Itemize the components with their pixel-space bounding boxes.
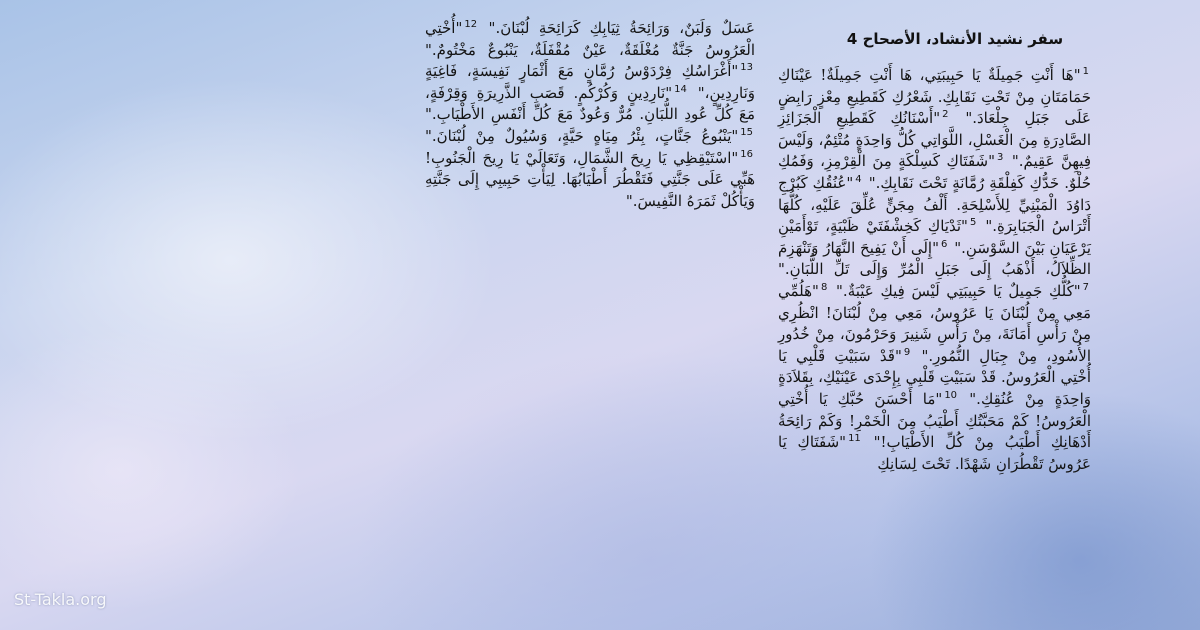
verse-text: "إِلَى أَنْ يَفِيحَ النَّهَارُ وَتَنْهَزِمَ الظِّلاَلُ، أَذْهَبُ إِلَى جَبَلِ الْمُرِّ وَإِلَى تَلِّ اللُّبَانِ."	[778, 238, 1091, 279]
verse-text: "عُنُقُكِ كَبُرْجِ دَاوُدَ الْمَبْنِيِّ لِلأَسْلِحَةِ. أَلْفُ مِجَنٍّ عُلِّقَ عَلَيْهِ، كُلُّهَا أَتْرَاسُ الْجَبَابِرَةِ."	[778, 173, 1091, 236]
verse-number: 12	[464, 19, 478, 30]
verse-number: 10	[944, 389, 958, 401]
verse-number: 13	[740, 62, 753, 74]
verse-number: 1	[1082, 66, 1089, 77]
verse-text: "أَغْرَاسُكِ فِرْدَوْسُ رُمَّانٍ مَعَ أَثْمَارٍ نَفِيسَةٍ، فَاغِيَةٍ وَنَارِدِينٍ،"	[425, 62, 755, 102]
verse-number: 3	[997, 152, 1004, 164]
site-watermark: St-Takla.org	[14, 590, 107, 609]
verse-number: 11	[848, 433, 861, 445]
verse-number: 4	[855, 173, 862, 185]
verse-text: "مَا أَحْسَنَ حُبَّكِ يَا أُخْتِي الْعَرُوسُ! كَمْ مَحَبَّتُكِ أَطْيَبُ مِنَ الْخَمْرِ! وَكَمْ رَائِحَةُ أَدْهَانِكِ أَطْيَبُ مِنْ كُلِّ الأَطْيَابِ!"	[778, 389, 1092, 452]
verse	[489, 19, 755, 37]
verse-number: 15	[740, 126, 753, 138]
chapter-title: سفر نشيد الأنشاد، الأصحاح 4	[846, 30, 1064, 48]
verse-number: 14	[674, 83, 687, 95]
verse-number: 2	[942, 109, 949, 121]
verse-text: عَسَلٌ وَلَبَنٌ، وَرَائِحَةُ ثِيَابِكِ كَرَائِحَةِ لُبْنَانَ."	[488, 19, 755, 37]
verse-number: 16	[740, 148, 753, 160]
verse-number: 7	[1082, 281, 1089, 293]
verse-number: 6	[941, 238, 948, 250]
verse-text: "قَدْ سَبَيْتِ قَلْبِي يَا أُخْتِي الْعَرُوسُ. قَدْ سَبَيْتِ قَلْبِي بِإِحْدَى عَيْنَيْكِ، بِقَلاَدَةٍ وَاحِدَةٍ مِنْ عُنُقِكِ."	[778, 346, 1091, 408]
verse-text: "هَلُمِّي مَعِي مِنْ لُبْنَانَ يَا عَرُوسُ، مَعِي مِنْ لُبْنَانَ! انْظُرِي مِنْ رَأْسِ أَمَانَةَ، مِنْ رَأْسِ شَنِيرَ وَحَرْمُونَ، مِنْ خُدُورِ الأُسُودِ، مِنْ جِبَالِ النُّمُورِ."	[778, 281, 1091, 365]
verse-text: "اسْتَيْقِظِي يَا رِيحَ الشَّمَالِ، وَتَعَالَيْ يَا رِيحَ الْجَنُوبِ! هَبِّي عَلَى جَنَّتِي فَتَقْطُرَ أَطْيَابُهَا. لِيَأْتِ حَبِيبِي إِلَى جَنَّتِهِ وَيَأْكُلْ ثَمَرَهُ النَّفِيسَ."	[425, 148, 755, 210]
verse-text: "ثَدْيَاكِ كَخِشْفَتَيْ ظَبْيَةٍ، تَوْأَمَيْنِ يَرْعَيَانِ بَيْنَ السَّوْسَنِ."	[778, 217, 1091, 257]
verse-text: "نَارِدِينٍ وَكُرْكُمٍ. قَصَبِ الذَّرِيرَةِ وَقِرْفَةٍ، مَعَ كُلِّ عُودِ اللُّبَانِ. مُرٌّ وَعُودٌ مَعَ كُلِّ أَنْفَسِ الأَطْيَابِ."	[425, 83, 755, 124]
verse-text: "أَسْنَانُكِ كَقَطِيعِ الْجَزَائِزِ الصَّادِرَةِ مِنَ الْغَسْلِ، اللَّوَاتِي كُلُّ وَاحِدَةٍ مُتْئِمٌ، وَلَيْسَ فِيهِنَّ عَقِيمٌ."	[778, 109, 1091, 171]
right-text-column	[778, 65, 1091, 475]
left-text-column	[425, 18, 755, 212]
verse-text: "هَا أَنْتِ جَمِيلَةٌ يَا حَبِيبَتِي، هَا أَنْتِ جَمِيلَةٌ! عَيْنَاكِ حَمَامَتَانِ مِنْ تَحْتِ نَقَابِكِ. شَعْرُكِ كَقَطِيعِ مِعْزٍ رَابِضٍ عَلَى جَبَلِ جِلْعَادَ."	[778, 66, 1091, 128]
verse-text: "أُخْتِي الْعَرُوسُ جَنَّةٌ مُغْلَقَةٌ، عَيْنٌ مُقْفَلَةٌ، يَنْبُوعٌ مَخْتُومٌ."	[425, 19, 755, 59]
verse-text: "كُلُّكِ جَمِيلٌ يَا حَبِيبَتِي لَيْسَ فِيكِ عَيْبَةٌ."	[836, 281, 1081, 300]
verse-number: 8	[820, 281, 828, 293]
verse-text: "شَفَتَاكِ يَا عَرُوسُ تَقْطُرَانِ شَهْدًا. تَحْتَ لِسَانِكِ	[778, 433, 1091, 473]
verse	[425, 127, 755, 145]
verse-number: 9	[903, 346, 911, 358]
verse	[836, 282, 1091, 300]
verse-text: "يَنْبُوعُ جَنَّاتٍ، بِئْرُ مِيَاهٍ حَيَّةٍ، وَسُيُولٌ مِنْ لُبْنَانَ."	[425, 126, 739, 145]
verse-number: 5	[969, 217, 977, 229]
verse	[425, 149, 755, 210]
verse-text: "شَفَتَاكِ كَسِلْكَةٍ مِنَ الْقِرْمِزِ، وَفَمُكِ حُلْوٌ. خَدُّكِ كَفِلْقَةِ رُمَّانَةٍ تَحْتَ نَقَابِكِ."	[778, 152, 1091, 192]
